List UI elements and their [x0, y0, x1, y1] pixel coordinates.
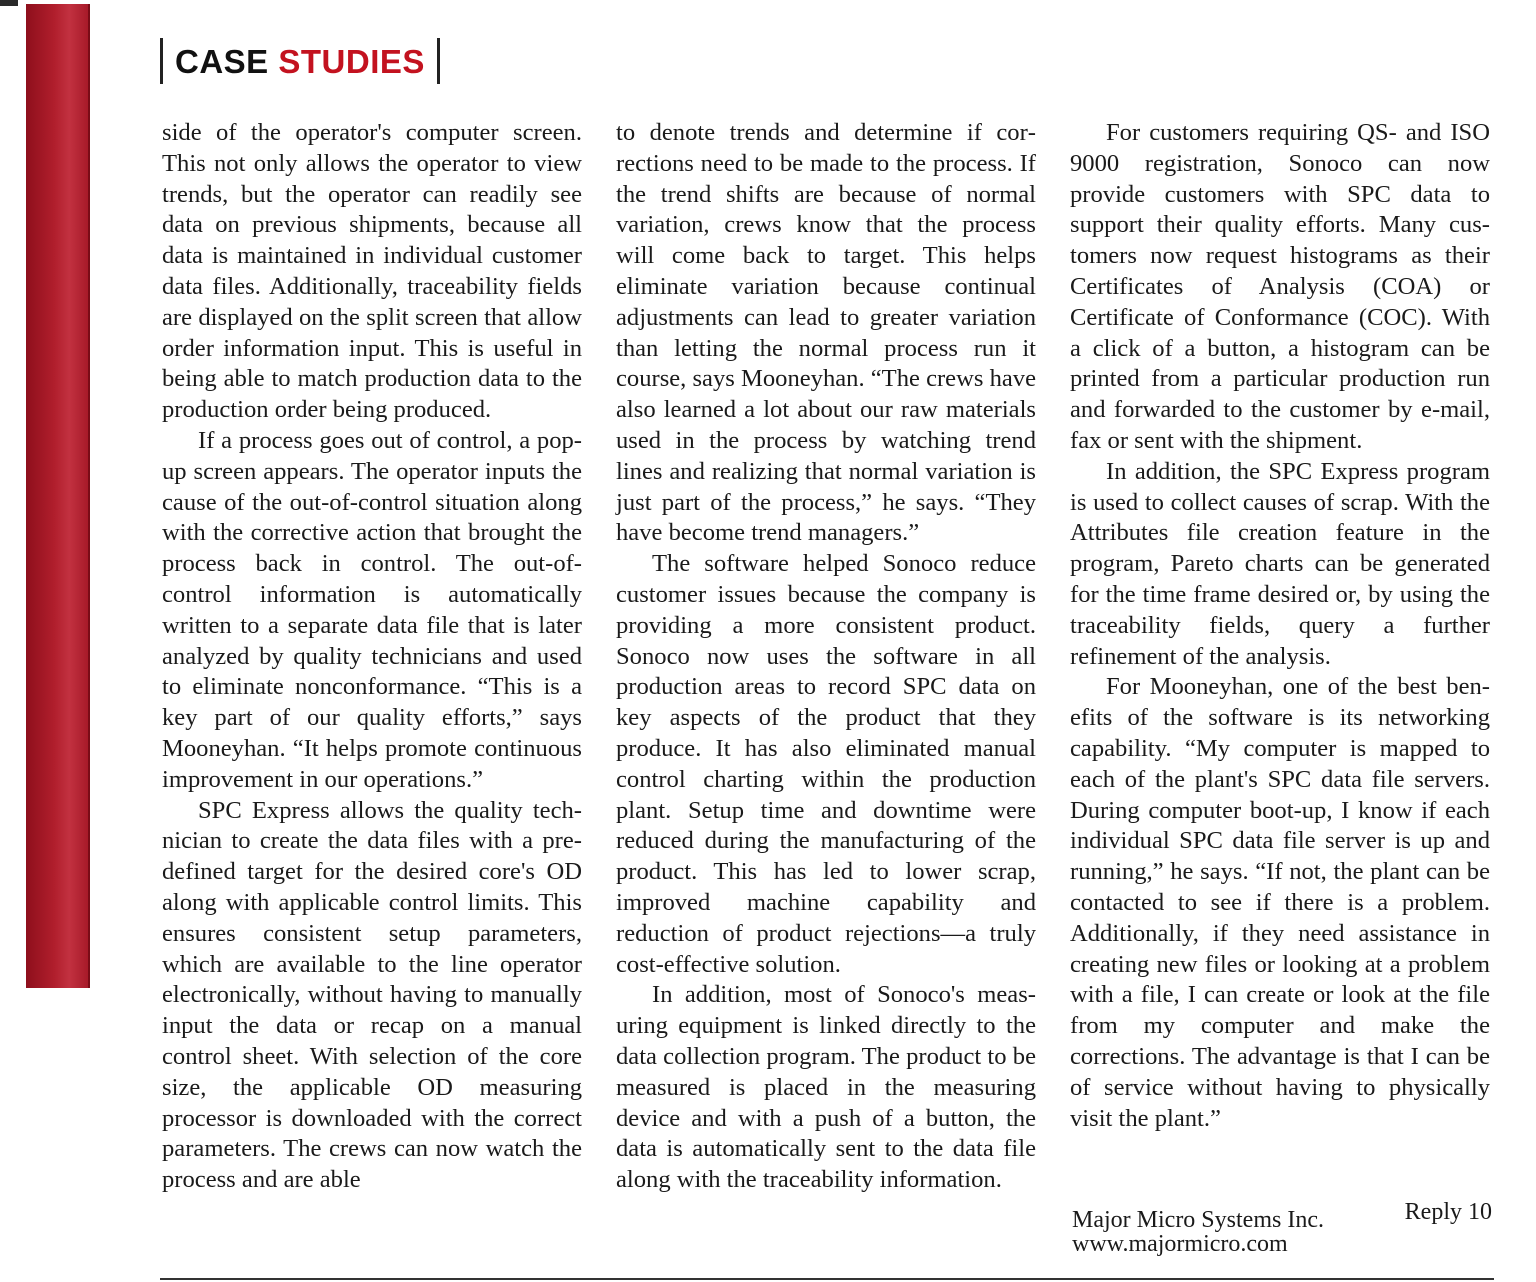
paragraph: to denote trends and determine if corrections need to be made to the process. If the trend shifts are because of normal variation, crews know that the process will come back to target. This helps eliminate variation because continual adjustments can lead to greater variation than letting the normal process run it course, says Mooneyhan. “The crews have also learned a lot about our raw materials used in the process by watching trend lines and realizing that normal variation is just part of the process,” he says. “They have become trend managers.” — [616, 119, 1036, 547]
paragraph: If a process goes out of control, a pop-up screen appears. The operator inputs the cause of the out-of-control situation along with the corrective action that brought the process back in control. The out-of-control information is automatically written to a separate data file that is later analyzed by quality technicians and used to eliminate nonconformance. “This is a key part of our quality efforts,” says Mooneyhan. “It helps promote continuous improvement in our operations.” — [162, 426, 582, 793]
paragraph: In addition, the SPC Express program is used to collect causes of scrap. With the Attributes file creation feature in the program, Pareto charts can be generated for the time frame desired or, by using the traceability fields, query a further refinement of the analysis. — [1070, 457, 1490, 670]
bottom-rule — [160, 1278, 1494, 1280]
reply-number: Reply 10 — [1404, 1199, 1492, 1225]
paragraph: SPC Express allows the quality technician to create the data files with a predefined target for the desired core's OD along with applicable control limits. This ensures consistent setup parameters, which are available to the line operator electronically, without having to manually input the data or recap on a manual control sheet. With selection of the core size, the applicable OD measuring processor is downloaded with the correct parameters. The crews can now watch the process and are able — [162, 796, 582, 1194]
company-website: www.majormicro.com — [1072, 1231, 1288, 1257]
paragraph: For customers requiring QS- and ISO 9000 registration, Sonoco can now provide customers with SPC data to support their quality efforts. Many customers now request histograms as their Certificates of Analysis (COA) or Certificate of Conformance (COC). With a click of a button, a histogram can be printed from a particular production run and forwarded to the customer by e-mail, fax or sent with the shipment. — [1070, 119, 1490, 454]
section-title — [175, 42, 425, 80]
red-margin-strip — [26, 4, 90, 988]
article-column-3 — [1070, 118, 1490, 1134]
corner-crop-mark — [0, 0, 18, 6]
section-title-word-2: STUDIES — [278, 42, 425, 80]
paragraph: In addition, most of Sonoco's measuring equipment is linked directly to the data collection program. The product to be measured is placed in the measuring device and with a push of a button, the data is automatically sent to the data file along with the traceability information. — [616, 981, 1036, 1194]
article-column-2 — [616, 118, 1036, 1196]
paragraph: side of the operator's computer screen. This not only allows the operator to view trends, but the operator can readily see data on previous shipments, because all data is maintained in individual customer data files. Additionally, traceability fields are displayed on the split screen that allow order information input. This is useful in being able to match production data to the production order being produced. — [162, 119, 582, 424]
header-left-rule — [160, 38, 163, 84]
paragraph: The software helped Sonoco reduce customer issues because the company is providing a more consistent product. Sonoco now uses the software in all production areas to record SPC data on key aspects of the product that they produce. It has also eliminated manual control charting within the production plant. Setup time and downtime were reduced during the manufacturing of the product. This has led to lower scrap, improved machine capability and reduction of product rejections—a truly cost-effective solution. — [616, 550, 1036, 978]
article-column-1 — [162, 118, 582, 1196]
company-name: Major Micro Systems Inc. — [1072, 1207, 1324, 1233]
header-right-rule — [437, 38, 440, 84]
section-title-word-1: CASE — [175, 42, 269, 80]
paragraph: For Mooneyhan, one of the best benefits of the software is its networking capability. “My computer is mapped to each of the plant's SPC data file servers. During computer boot-up, I know if each individual SPC data file server is up and running,” he says. “If not, the plant can be contacted to see if there is a problem. Additionally, if they need assistance in creating new files or looking at a problem with a file, I can create or look at the file from my computer and make the corrections. The advantage is that I can be of service without having to physically visit the plant.” — [1070, 673, 1490, 1132]
section-header — [160, 38, 520, 84]
article-credit — [1072, 1198, 1492, 1258]
